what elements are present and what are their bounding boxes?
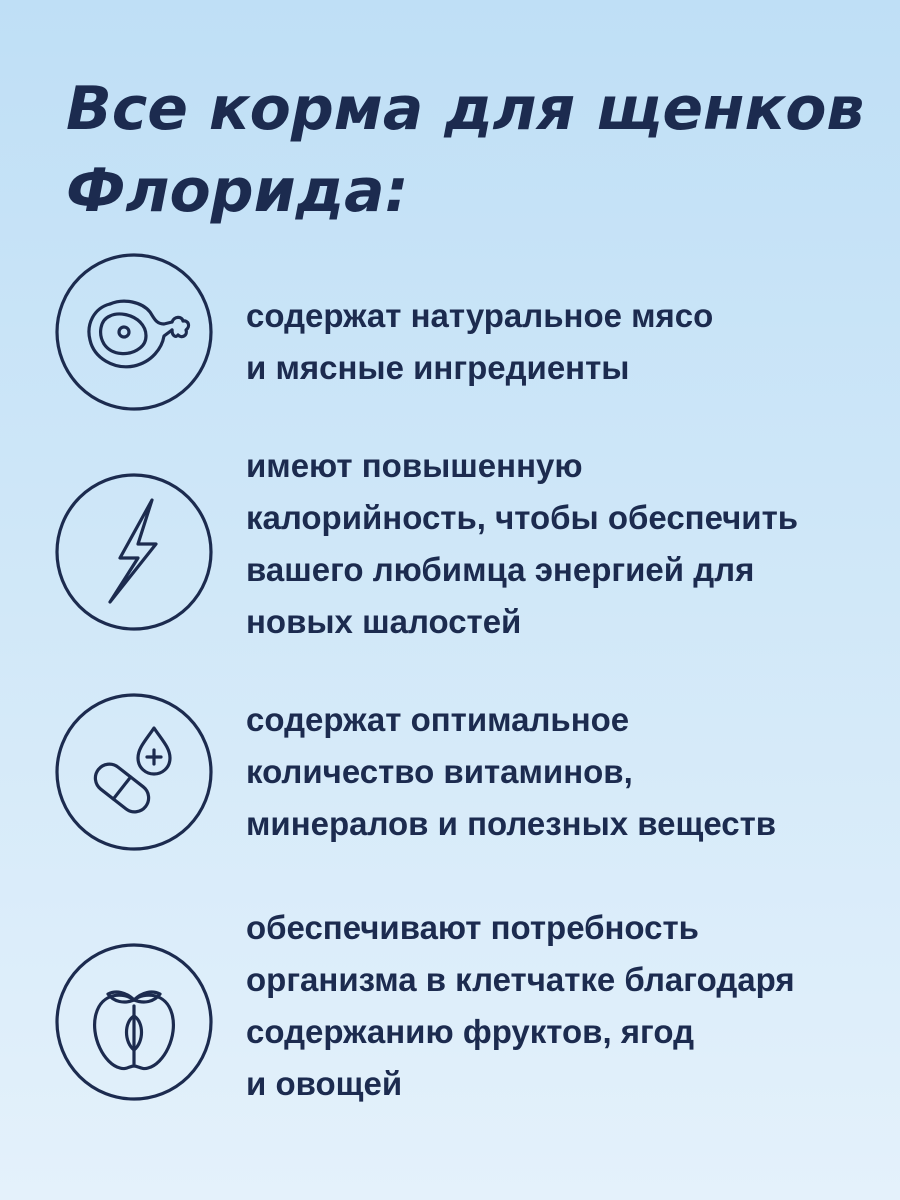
feature-line: количество витаминов, [246,753,633,790]
feature-line: и овощей [246,1065,403,1102]
feature-line: и мясные ингредиенты [246,349,630,386]
title-line-2: Флорида: [66,156,409,226]
apple-icon [54,942,214,1102]
feature-text [246,694,886,850]
meat-drumstick-icon [54,252,214,412]
feature-line: вашего любимца энергией для [246,551,755,588]
feature-line: организма в клетчатке благодаря [246,961,795,998]
title-line-1: Все корма для щенков [66,74,865,144]
feature-text [246,440,886,648]
feature-text [246,290,886,394]
lightning-bolt-icon [54,472,214,632]
feature-line: содержанию фруктов, ягод [246,1013,695,1050]
feature-line: минералов и полезных веществ [246,805,777,842]
feature-line: содержат натуральное мясо [246,297,714,334]
feature-line: новых шалостей [246,603,522,640]
feature-line: содержат оптимальное [246,701,630,738]
feature-line: имеют повышенную [246,447,583,484]
feature-text [246,902,886,1110]
pill-drop-icon [54,692,214,852]
feature-line: калорийность, чтобы обеспечить [246,499,799,536]
feature-line: обеспечивают потребность [246,909,699,946]
page-title [66,68,886,232]
